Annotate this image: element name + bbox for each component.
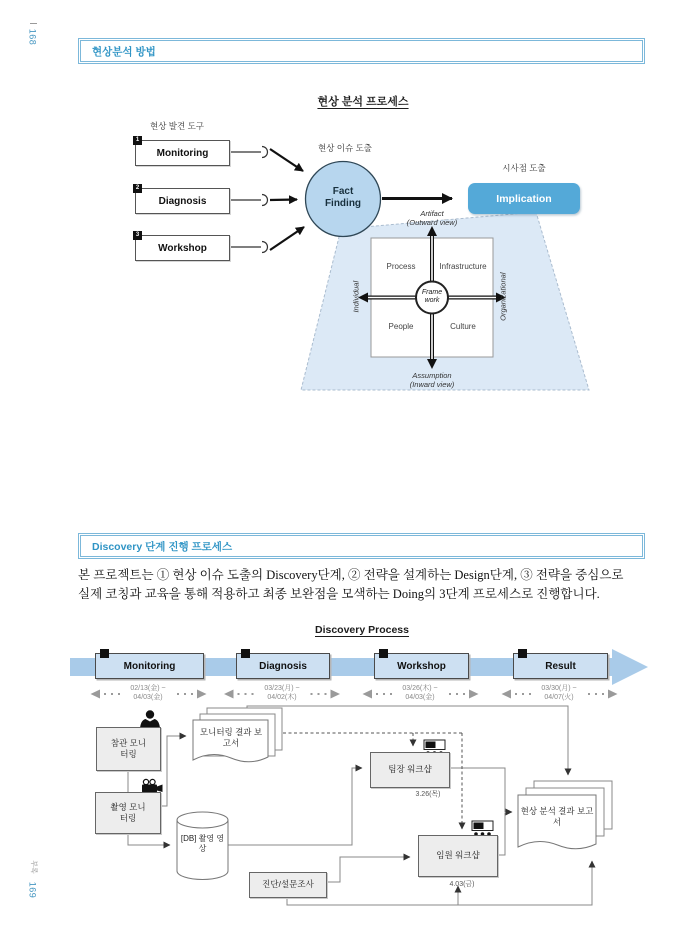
tool-box-diagnosis bbox=[135, 185, 230, 214]
date-line1: 03/23(月) ~ bbox=[264, 685, 300, 692]
axis-top-line1: Artifact bbox=[420, 209, 444, 218]
phase-label: Workshop bbox=[397, 660, 446, 672]
flow-box-film-monitoring: 촬영 모니터링 bbox=[95, 792, 161, 834]
fact-input-arrows bbox=[270, 149, 304, 250]
tool-box-monitoring bbox=[135, 137, 230, 166]
quadrant-people: People bbox=[388, 322, 414, 331]
phase-label: Diagnosis bbox=[259, 660, 307, 672]
phase-dates-monitoring bbox=[103, 684, 193, 702]
quadrant-culture: Culture bbox=[450, 322, 476, 331]
video-camera-icon bbox=[142, 779, 163, 792]
axis-bottom-label bbox=[382, 371, 482, 390]
section1-header-label: 현상분석 방법 bbox=[92, 45, 156, 58]
phase-marker-square bbox=[518, 649, 527, 658]
flow-box-observe-monitoring: 참관 모니터링 bbox=[96, 727, 161, 771]
flow-box-exec-workshop: 임원 워크샵 bbox=[418, 835, 498, 877]
tool-box-workshop bbox=[135, 232, 230, 261]
figure1-title: 현상 분석 프로세스 bbox=[317, 96, 409, 108]
axis-bottom-line1: Assumption bbox=[412, 371, 452, 380]
tool-label: Monitoring bbox=[156, 147, 209, 159]
date-line2: 04/03(金) bbox=[133, 694, 163, 702]
section1-header bbox=[78, 38, 645, 64]
page-number-bottom: 169 bbox=[27, 881, 38, 899]
axis-top-line2: (Outward view) bbox=[406, 218, 458, 228]
phase-box-result bbox=[513, 653, 608, 679]
axis-bottom-line2: (Inward view) bbox=[409, 380, 455, 390]
phase-marker-square bbox=[100, 649, 109, 658]
half-circle-connectors bbox=[262, 147, 268, 253]
phase-box-workshop bbox=[374, 653, 469, 679]
date-line2: 04/03(金) bbox=[405, 694, 435, 702]
implication-box bbox=[468, 183, 580, 214]
flow-box-survey: 진단/설문조사 bbox=[249, 872, 327, 898]
framework-center-label: Frame work bbox=[421, 289, 443, 305]
date-line2: 04/02(木) bbox=[267, 694, 297, 702]
person-icon bbox=[140, 710, 160, 728]
team-workshop-date: 3.26(목) bbox=[415, 791, 441, 798]
tool-number-badge: 3 bbox=[133, 231, 142, 240]
fact-finding-label: Fact Finding bbox=[324, 186, 362, 209]
date-line1: 02/13(金) ~ bbox=[130, 685, 166, 692]
tool-label: Diagnosis bbox=[158, 195, 207, 207]
page-section-label: 부록 bbox=[29, 860, 37, 874]
phase-box-monitoring bbox=[95, 653, 204, 679]
section2-header bbox=[78, 533, 645, 559]
axis-top-label bbox=[382, 209, 482, 228]
exec-workshop-date: 4.03(금) bbox=[449, 881, 475, 888]
page-margin-tick bbox=[30, 23, 37, 24]
phase-dates-diagnosis bbox=[237, 684, 327, 702]
phase-marker-square bbox=[379, 649, 388, 658]
timeline-arrowhead bbox=[612, 649, 648, 685]
section2-header-label: Discovery 단계 진행 프로세스 bbox=[92, 540, 233, 553]
date-line1: 03/30(月) ~ bbox=[541, 685, 577, 692]
date-line1: 03/26(木) ~ bbox=[402, 685, 438, 692]
tools-group-label: 현상 발견 도구 bbox=[150, 121, 204, 131]
db-label: [DB] 촬영 영상 bbox=[180, 834, 225, 854]
flow-box-team-workshop: 팀장 워크샵 bbox=[370, 752, 450, 788]
phase-dates-result bbox=[514, 684, 604, 702]
monitor-report-label: 모니터링 결과 보고서 bbox=[199, 727, 263, 749]
date-line2: 04/07(火) bbox=[544, 694, 574, 702]
issue-label: 현상 이슈 도출 bbox=[318, 143, 372, 153]
axis-left-label: Individual bbox=[351, 280, 361, 313]
page-number-top: 168 bbox=[27, 28, 38, 46]
quadrant-infrastructure: Infrastructure bbox=[439, 262, 487, 271]
final-report-label: 현상 분석 결과 보고서 bbox=[520, 806, 594, 828]
tool-connector-lines bbox=[228, 152, 261, 247]
tool-label: Workshop bbox=[158, 242, 207, 254]
implication-sublabel: 시사점 도출 bbox=[502, 163, 546, 173]
implication-label: Implication bbox=[496, 192, 552, 205]
phase-label: Result bbox=[545, 660, 576, 672]
phase-label: Monitoring bbox=[123, 660, 176, 672]
figure2-title: Discovery Process bbox=[315, 624, 409, 636]
tool-number-badge: 1 bbox=[133, 136, 142, 145]
quadrant-process: Process bbox=[386, 262, 416, 271]
phase-dates-workshop bbox=[375, 684, 465, 702]
intro-paragraph: 본 프로젝트는 ① 현상 이슈 도출의 Discovery단계, ② 전략을 설계하는 Design단계, ③ 전략을 중심으로 실제 코칭과 교육을 통해 적용하고 최종 보완점을 모색하는 Doing의 3단계 프로세스로 진행합니다. bbox=[78, 568, 624, 601]
tool-number-badge: 2 bbox=[133, 184, 142, 193]
axis-right-label: Organizational bbox=[498, 272, 508, 321]
phase-marker-square bbox=[241, 649, 250, 658]
phase-box-diagnosis bbox=[236, 653, 330, 679]
